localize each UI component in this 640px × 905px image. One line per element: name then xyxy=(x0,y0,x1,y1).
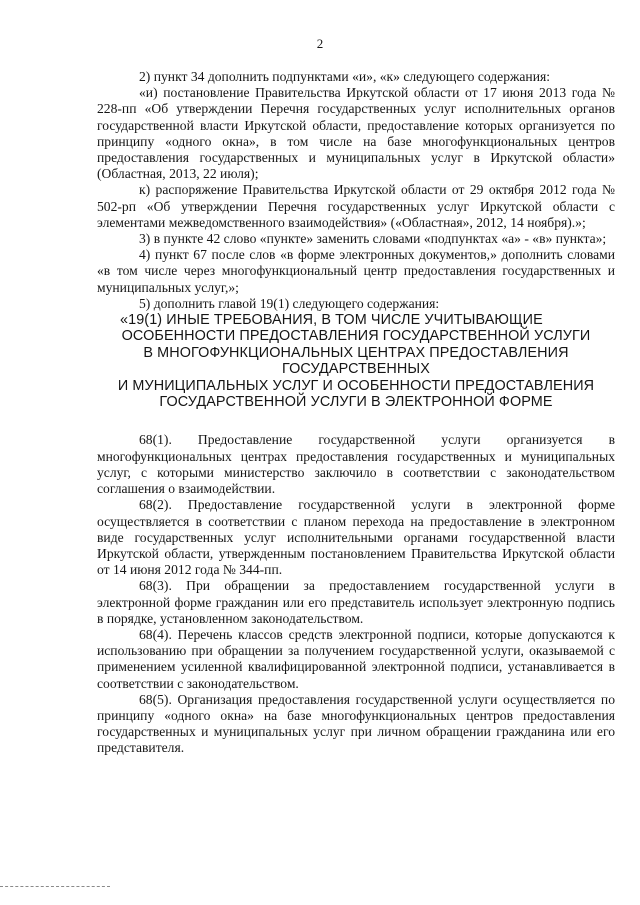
paragraph-item-2: 2) пункт 34 дополнить подпунктами «и», «к» следующего содержания: xyxy=(139,69,551,84)
section-68-3: 68(3). При обращении за предоставлением государственной услуги в электронной форме гражданин или его представитель использует электронную подпись в порядке, установленном законодательством. xyxy=(97,578,615,626)
section-68-1: 68(1). Предоставление государственной услуги организуется в многофункциональных центрах предоставления государственных и муниципальных услуг, с которыми министерство заключило в соответствии с законодательством соглашения о взаимодействии. xyxy=(97,432,615,497)
footer-rule xyxy=(0,886,110,887)
heading-line: И МУНИЦИПАЛЬНЫХ УСЛУГ И ОСОБЕННОСТИ ПРЕДОСТАВЛЕНИЯ xyxy=(117,377,595,394)
heading-line: В МНОГОФУНКЦИОНАЛЬНЫХ ЦЕНТРАХ ПРЕДОСТАВЛЕНИЯ xyxy=(143,344,569,361)
heading-line: ГОСУДАРСТВЕННЫХ xyxy=(282,361,430,378)
subitem-k: к) распоряжение Правительства Иркутской области от 29 октября 2012 года № 502-рп «Об утверждении Перечня государственных услуг Иркутской области с элементами межведомственного взаимодействия» («Областная», 2012, 14 ноября).»; xyxy=(97,182,615,230)
section-68-5: 68(5). Организация предоставления государственной услуги осуществляется по принципу «одного окна» на базе многофункциональных центров предоставления государственных и муниципальных услуг при личном обращении гражданина или его представителя. xyxy=(97,691,615,756)
spacer xyxy=(97,410,615,432)
heading-line: ОСОБЕННОСТИ ПРЕДОСТАВЛЕНИЯ ГОСУДАРСТВЕННОЙ УСЛУГИ xyxy=(121,328,591,345)
paragraph-item-3: 3) в пункте 42 слово «пункте» заменить словами «подпунктах «а» - «в» пункта»; xyxy=(139,231,607,247)
page-number: 2 xyxy=(316,36,324,51)
section-68-4: 68(4). Перечень классов средств электронной подписи, которые допускаются к использованию при обращении за получением государственной услуги, оказываемой с применением усиленной квалифицированной электронной подписи, устанавливается в соответствии с законодательством. xyxy=(97,626,615,691)
heading-line: ГОСУДАРСТВЕННОЙ УСЛУГИ В ЭЛЕКТРОННОЙ ФОРМЕ xyxy=(159,394,553,411)
document-body xyxy=(97,69,615,757)
paragraph-item-4: 4) пункт 67 после слов «в форме электронных документов,» дополнить словами «в том числе через многофункциональный центр предоставления государственных и муниципальных услуг,»; xyxy=(97,247,615,295)
heading-line: «19(1) ИНЫЕ ТРЕБОВАНИЯ, В ТОМ ЧИСЛЕ УЧИТЫВАЮЩИЕ xyxy=(120,312,543,329)
chapter-heading xyxy=(97,312,615,410)
subitem-i: «и) постановление Правительства Иркутской области от 17 июня 2013 года № 228-пп «Об утверждении Перечня государственных услуг исполнительных органов государственной власти Иркутской области, предоставление которых организуется по принципу «одного окна», в том числе на базе многофункциональных центров предоставления государственных и муниципальных услуг в Иркутской области» (Областная, 2013, 22 июля); xyxy=(97,85,615,182)
section-68-2: 68(2). Предоставление государственной услуги в электронной форме осуществляется в соответствии с планом перехода на предоставление в электронном виде государственных услуг исполнительными органами государственной власти Иркутской области, утвержденным постановлением Правительства Иркутской области от 14 июня 2012 года № 344-пп. xyxy=(97,497,615,578)
paragraph-item-5: 5) дополнить главой 19(1) следующего содержания: xyxy=(139,295,440,311)
